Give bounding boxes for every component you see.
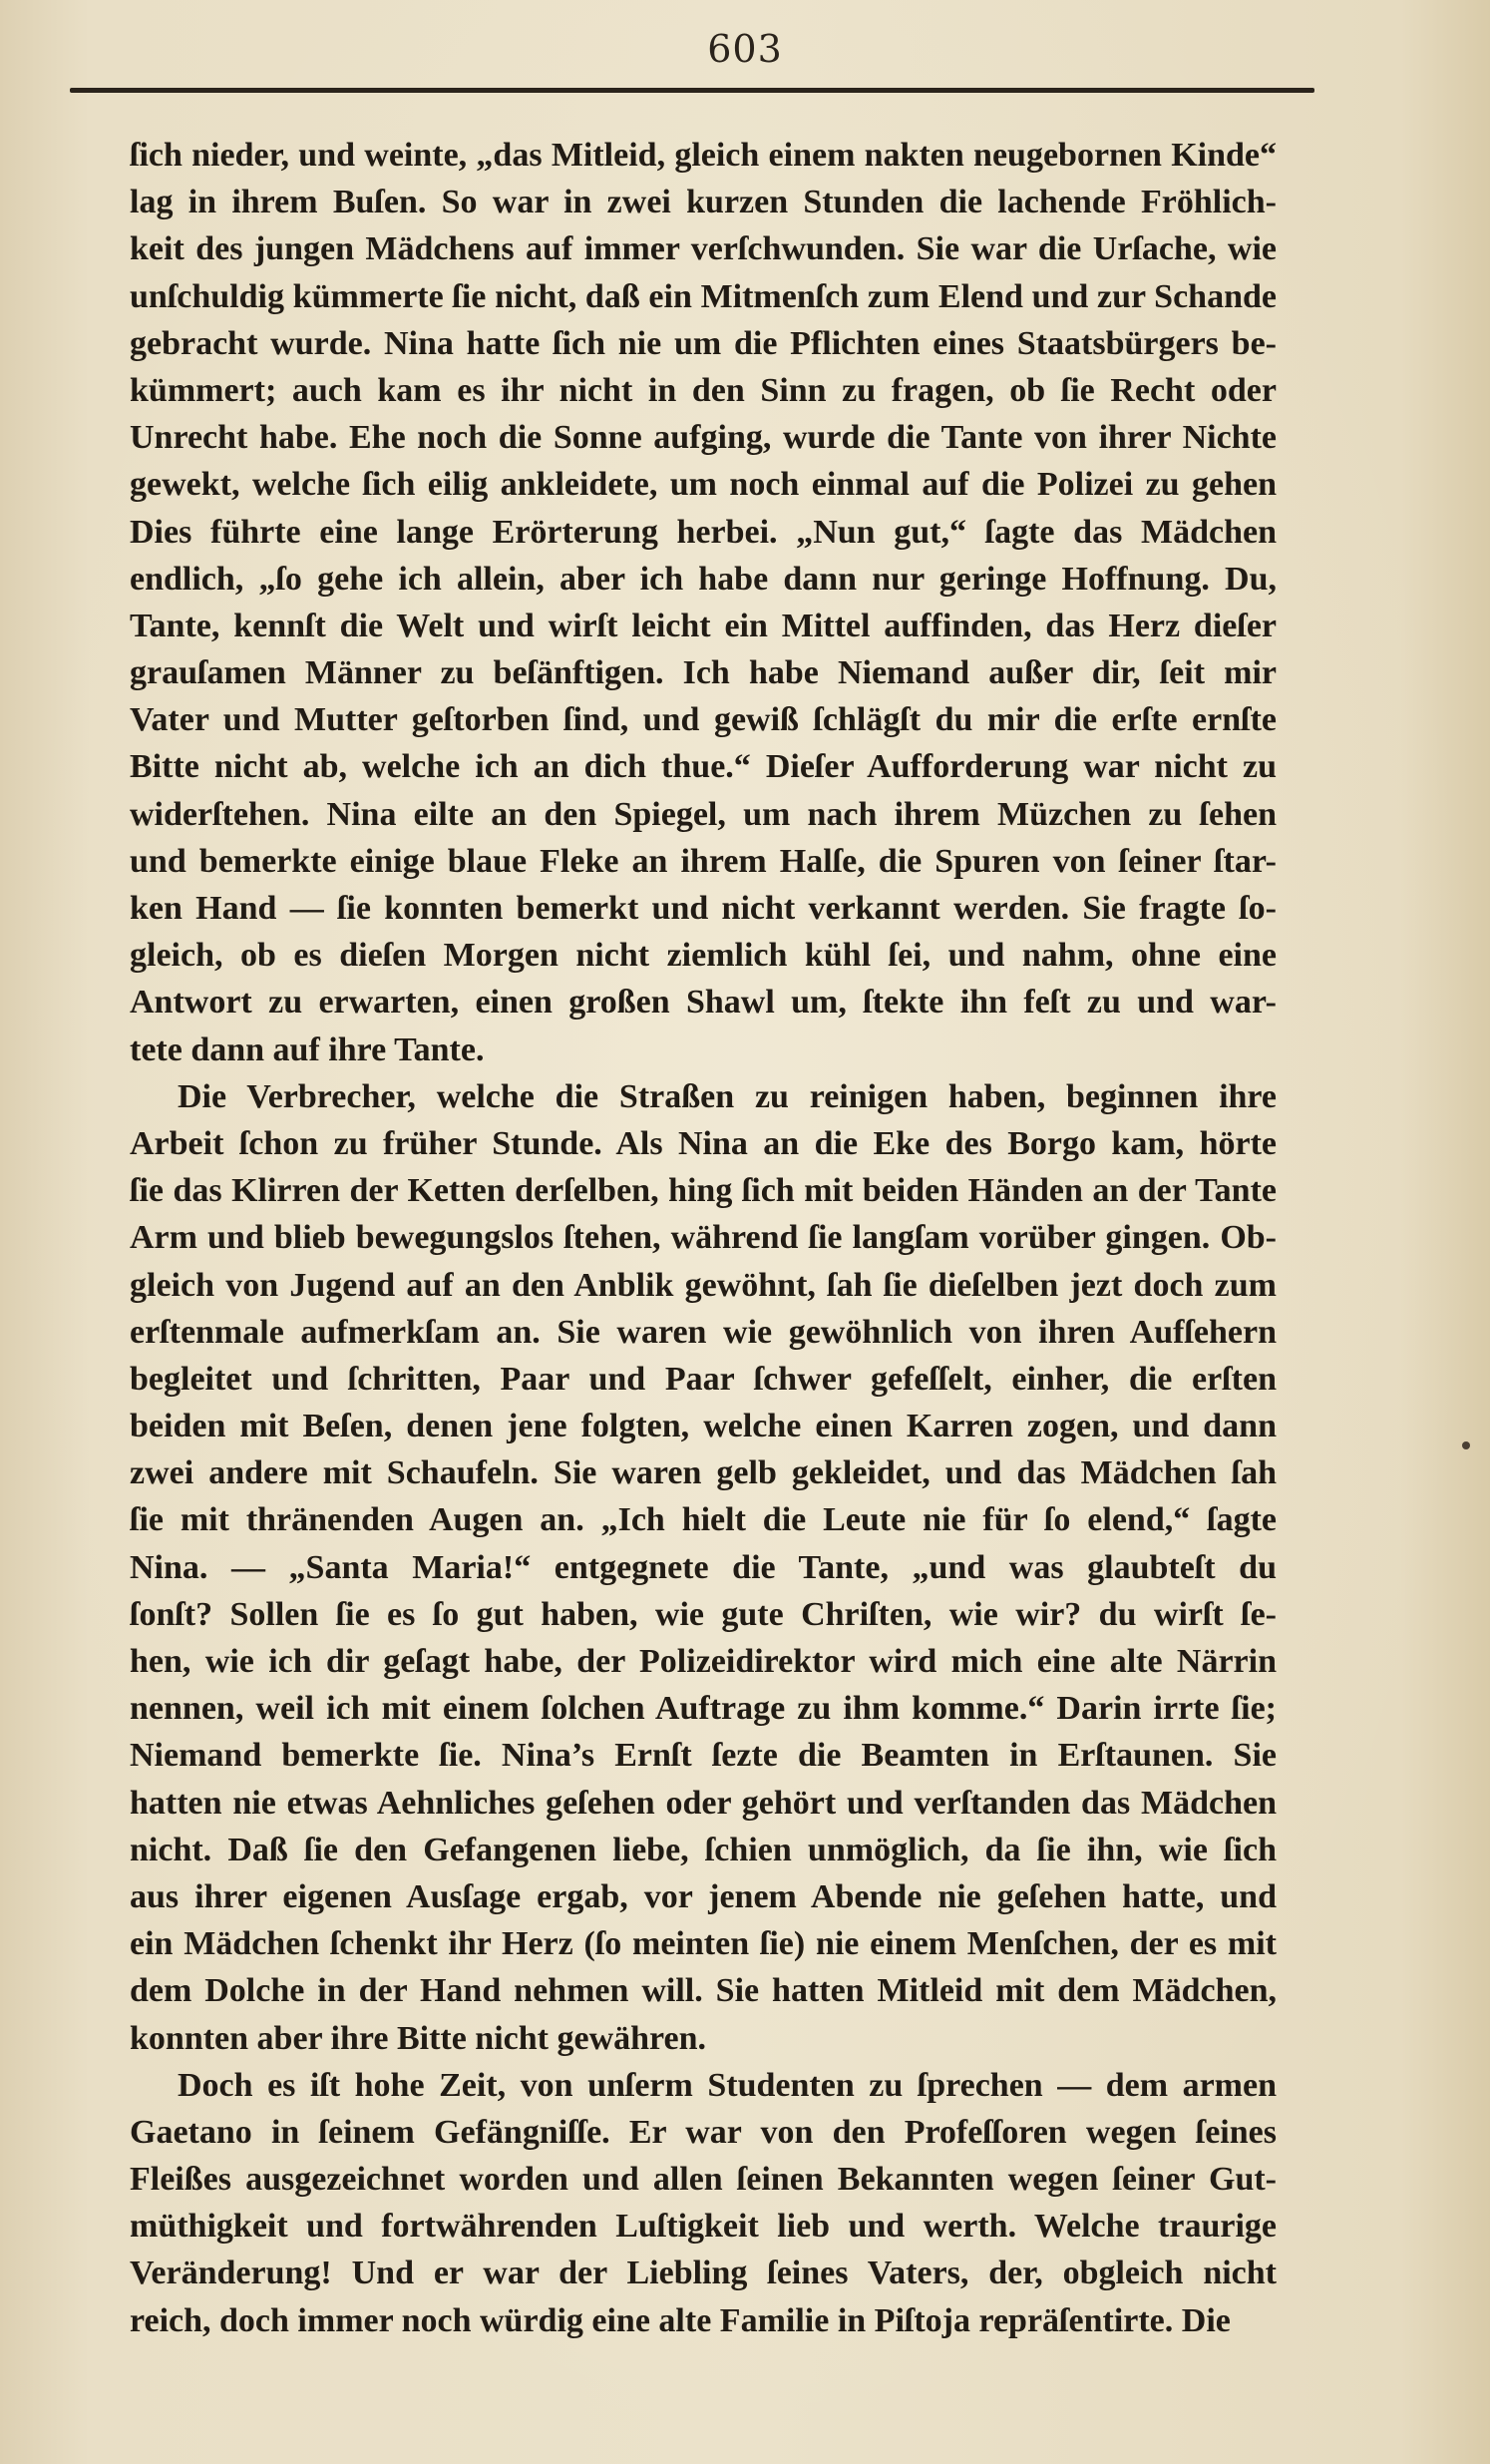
text-line: Niemand bemerkte ſie. Nina’s Ernſt ſezte die Beamten in Erſtaunen. Sie: [130, 1737, 1277, 1775]
text-line: endlich, „ſo gehe ich allein, aber ich habe dann nur geringe Hoffnung. Du,: [130, 560, 1277, 598]
paragraph: [130, 2062, 1277, 2344]
text-line: Arbeit ſchon zu früher Stunde. Als Nina an die Eke des Borgo kam, hörte: [130, 1124, 1277, 1162]
text-line: ſich nieder, und weinte, „das Mitleid, gleich einem nakten neugebornen Kinde“: [130, 137, 1277, 174]
text-line: gleich, ob es dieſen Morgen nicht ziemlich kühl ſei, und nahm, ohne eine: [130, 937, 1277, 975]
text-line: hatten nie etwas Aehnliches geſehen oder gehört und verſtanden das Mädchen: [130, 1784, 1277, 1822]
paragraph: [130, 1073, 1277, 2062]
text-line: Antwort zu erwarten, einen großen Shawl um, ſtekte ihn feſt zu und war-: [130, 984, 1277, 1022]
text-line: Gaetano in ſeinem Gefängniſſe. Er war von den Profeſſoren wegen ſeines: [130, 2113, 1277, 2151]
text-line: gebracht wurde. Nina hatte ſich nie um die Pflichten eines Staatsbürgers be-: [130, 324, 1277, 362]
text-line: Dies führte eine lange Erörterung herbei. „Nun gut,“ ſagte das Mädchen: [130, 513, 1277, 551]
text-line: erſtenmale aufmerkſam an. Sie waren wie gewöhnlich von ihren Aufſehern: [130, 1313, 1277, 1351]
text-line: Die Verbrecher, welche die Straßen zu reinigen haben, beginnen ihre: [178, 1077, 1277, 1115]
text-line: ein Mädchen ſchenkt ihr Herz (ſo meinten ſie) nie einem Menſchen, der es mit: [130, 1925, 1277, 1963]
text-line: unſchuldig kümmerte ſie nicht, daß ein Mitmenſch zum Elend und zur Schande: [130, 277, 1277, 315]
header-rule: [70, 88, 1314, 93]
text-line: Unrecht habe. Ehe noch die Sonne aufging, wurde die Tante von ihrer Nichte: [130, 419, 1277, 457]
text-line: ſie mit thränenden Augen an. „Ich hielt die Leute nie für ſo elend,“ ſagte: [130, 1501, 1277, 1539]
text-line: tete dann auf ihre Tante.: [130, 1030, 485, 1068]
body-text: [130, 132, 1277, 2344]
text-line: konnten aber ihre Bitte nicht gewähren.: [130, 2019, 707, 2057]
text-line: lag in ihrem Buſen. So war in zwei kurzen Stunden die lachende Fröhlich-: [130, 184, 1277, 221]
text-line: reich, doch immer noch würdig eine alte Familie in Piſtoja repräſentirte. Die: [130, 2301, 1231, 2339]
text-line: ken Hand — ſie konnten bemerkt und nicht verkannt werden. Sie fragte ſo-: [130, 890, 1277, 927]
text-line: nennen, weil ich mit einem ſolchen Auftrage zu ihm komme.“ Darin irrte ſie;: [130, 1690, 1277, 1728]
text-line: Nina. — „Santa Maria!“ entgegnete die Tante, „und was glaubteſt du: [130, 1548, 1277, 1586]
text-line: Arm und blieb bewegungslos ſtehen, während ſie langſam vorüber gingen. Ob-: [130, 1219, 1277, 1257]
paragraph: [130, 132, 1277, 1073]
text-line: müthigkeit und fortwährenden Luſtigkeit lieb und werth. Welche traurige: [130, 2208, 1277, 2246]
text-line: dem Dolche in der Hand nehmen will. Sie hatten Mitleid mit dem Mädchen,: [130, 1972, 1277, 2010]
text-line: Tante, kennſt die Welt und wirſt leicht ein Mittel auffinden, das Herz dieſer: [130, 607, 1277, 644]
text-line: ſonſt? Sollen ſie es ſo gut haben, wie gute Chriſten, wie wir? du wirſt ſe-: [130, 1595, 1277, 1633]
text-line: Fleißes ausgezeichnet worden und allen ſeinen Bekannten wegen ſeiner Gut-: [130, 2161, 1277, 2199]
text-line: aus ihrer eigenen Ausſage ergab, vor jenem Abende nie geſehen hatte, und: [130, 1877, 1277, 1915]
text-line: Vater und Mutter geſtorben ſind, und gewiß ſchlägſt du mir die erſte ernſte: [130, 701, 1277, 739]
text-line: grauſamen Männer zu beſänftigen. Ich habe Niemand außer dir, ſeit mir: [130, 654, 1277, 692]
text-line: gewekt, welche ſich eilig ankleidete, um noch einmal auf die Polizei zu gehen: [130, 466, 1277, 504]
text-line: Bitte nicht ab, welche ich an dich thue.“ Dieſer Aufforderung war nicht zu: [130, 748, 1277, 786]
text-line: widerſtehen. Nina eilte an den Spiegel, um nach ihrem Müzchen zu ſehen: [130, 795, 1277, 833]
text-line: keit des jungen Mädchens auf immer verſchwunden. Sie war die Urſache, wie: [130, 230, 1277, 268]
text-line: kümmert; auch kam es ihr nicht in den Sinn zu fragen, ob ſie Recht oder: [130, 371, 1277, 409]
page-number: 603: [707, 27, 783, 71]
text-line: begleitet und ſchritten, Paar und Paar ſchwer gefeſſelt, einher, die erſten: [130, 1360, 1277, 1398]
text-line: hen, wie ich dir geſagt habe, der Polizeidirektor wird mich eine alte Närrin: [130, 1643, 1277, 1680]
text-line: beiden mit Beſen, denen jene folgten, welche einen Karren zogen, und dann: [130, 1408, 1277, 1445]
text-line: zwei andere mit Schaufeln. Sie waren gelb gekleidet, und das Mädchen ſah: [130, 1454, 1277, 1492]
paper-speck: [1462, 1441, 1470, 1449]
text-line: Doch es iſt hohe Zeit, von unſerm Studenten zu ſprechen — dem armen: [178, 2066, 1277, 2104]
text-line: Veränderung! Und er war der Liebling ſeines Vaters, der, obgleich nicht: [130, 2255, 1277, 2292]
text-line: ſie das Klirren der Ketten derſelben, hing ſich mit beiden Händen an der Tante: [130, 1172, 1277, 1210]
text-line: nicht. Daß ſie den Gefangenen liebe, ſchien unmöglich, da ſie ihn, wie ſich: [130, 1831, 1277, 1868]
text-line: gleich von Jugend auf an den Anblik gewöhnt, ſah ſie dieſelben jezt doch zum: [130, 1266, 1277, 1304]
text-line: und bemerkte einige blaue Fleke an ihrem Halſe, die Spuren von ſeiner ſtar-: [130, 842, 1277, 880]
